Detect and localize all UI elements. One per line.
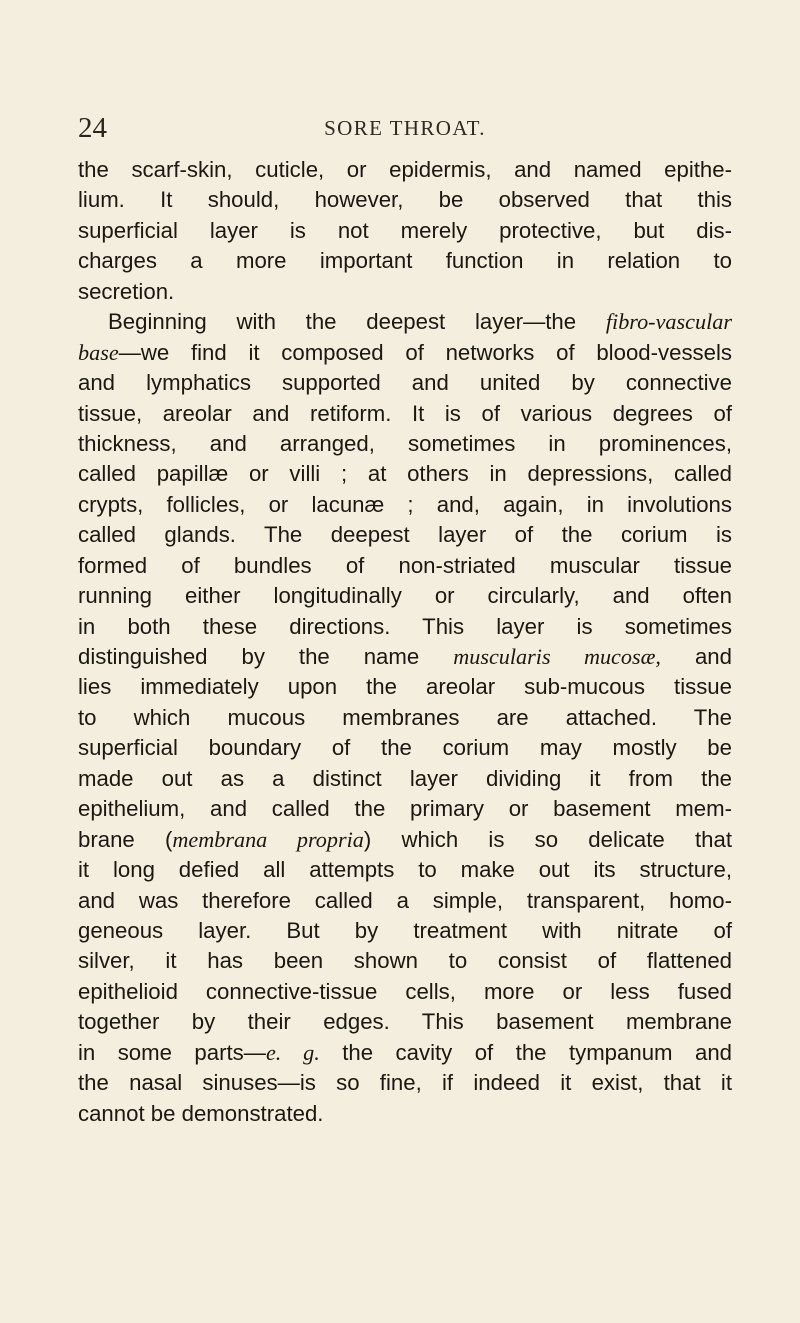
- text-segment: formed of bundles of non-striated muscular tissue: [78, 552, 732, 578]
- text-segment: running either longitudinally or circularly, and often: [78, 583, 732, 609]
- text-segment: to which mucous membranes are attached. The: [78, 704, 732, 730]
- text-segment: superficial boundary of the corium may mostly be: [78, 735, 732, 761]
- text-line: [78, 1038, 732, 1068]
- text-line: [78, 551, 732, 581]
- text-line: [78, 1007, 732, 1037]
- text-segment: called glands. The deepest layer of the corium is: [78, 522, 732, 548]
- text-line: [78, 581, 732, 611]
- text-segment: lies immediately upon the areolar sub-mucous tissue: [78, 674, 732, 700]
- text-line: [78, 642, 732, 672]
- text-line: [78, 277, 732, 307]
- text-segment: the cavity of the tympanum and: [319, 1039, 732, 1065]
- italic-text: e. g.: [265, 1039, 320, 1065]
- text-line: [78, 977, 732, 1007]
- text-line: [78, 520, 732, 550]
- text-segment: and: [660, 644, 732, 669]
- text-segment: cannot be demonstrated.: [78, 1100, 324, 1126]
- page-header: [78, 108, 732, 148]
- text-segment: and lymphatics supported and united by connective: [78, 370, 732, 396]
- text-line: [78, 185, 732, 215]
- text-segment: Beginning with the deepest layer—the: [108, 309, 606, 335]
- text-segment: in both these directions. This layer is sometimes: [78, 613, 732, 639]
- text-segment: crypts, follicles, or lacunæ ; and, again, in involutions: [78, 491, 732, 517]
- text-line: [78, 825, 732, 855]
- text-line: [78, 733, 732, 763]
- text-segment: tissue, areolar and retiform. It is of various degrees of: [78, 400, 732, 426]
- text-line: [78, 429, 732, 459]
- text-line: [78, 216, 732, 246]
- text-segment: secretion.: [78, 278, 175, 304]
- italic-text: muscularis mucosæ,: [453, 644, 661, 669]
- text-line: [78, 612, 732, 642]
- text-line: [78, 459, 732, 489]
- italic-text: fibro-vascular: [605, 309, 732, 335]
- text-line: [78, 307, 732, 337]
- text-line: [78, 855, 732, 885]
- text-segment: —we find it composed of networks of blood-vessels: [118, 339, 732, 365]
- text-segment: silver, it has been shown to consist of flattened: [78, 948, 732, 974]
- text-segment: and was therefore called a simple, transparent, homo-: [78, 887, 732, 913]
- text-line: [78, 794, 732, 824]
- text-line: [78, 1099, 732, 1129]
- body-text: [78, 155, 732, 1129]
- text-line: [78, 886, 732, 916]
- text-line: [78, 399, 732, 429]
- text-line: [78, 764, 732, 794]
- text-line: [78, 155, 732, 185]
- page-number: 24: [78, 112, 107, 144]
- text-line: [78, 490, 732, 520]
- text-line: [78, 1068, 732, 1098]
- text-segment: epithelioid connective-tissue cells, more or less fused: [78, 978, 732, 1004]
- text-segment: the nasal sinuses—is so fine, if indeed it exist, that it: [78, 1070, 732, 1096]
- italic-text: base: [78, 339, 119, 365]
- text-segment: together by their edges. This basement membrane: [78, 1009, 732, 1035]
- text-line: [78, 946, 732, 976]
- text-segment: superficial layer is not merely protective, but dis-: [78, 217, 732, 243]
- text-segment: made out as a distinct layer dividing it from the: [78, 765, 732, 791]
- text-line: [78, 368, 732, 398]
- text-line: [78, 916, 732, 946]
- text-segment: lium. It should, however, be observed that this: [78, 187, 732, 213]
- text-line: [78, 703, 732, 733]
- text-segment: epithelium, and called the primary or basement mem-: [78, 796, 732, 822]
- text-segment: in some parts—: [78, 1039, 266, 1065]
- text-segment: it long defied all attempts to make out its structure,: [78, 857, 732, 883]
- text-segment: the scarf-skin, cuticle, or epidermis, and named epithe-: [78, 157, 732, 182]
- text-segment: brane (: [78, 826, 173, 852]
- running-head: SORE THROAT.: [324, 116, 486, 140]
- text-line: [78, 338, 732, 368]
- text-segment: ) which is so delicate that: [363, 826, 732, 852]
- text-segment: geneous layer. But by treatment with nitrate of: [78, 917, 732, 943]
- italic-text: membrana propria: [172, 826, 364, 852]
- text-segment: thickness, and arranged, sometimes in prominences,: [78, 430, 732, 456]
- text-segment: distinguished by the name: [78, 644, 454, 669]
- text-line: [78, 672, 732, 702]
- text-segment: called papillæ or villi ; at others in depressions, called: [78, 461, 732, 487]
- text-line: [78, 246, 732, 276]
- text-segment: charges a more important function in relation to: [78, 248, 732, 274]
